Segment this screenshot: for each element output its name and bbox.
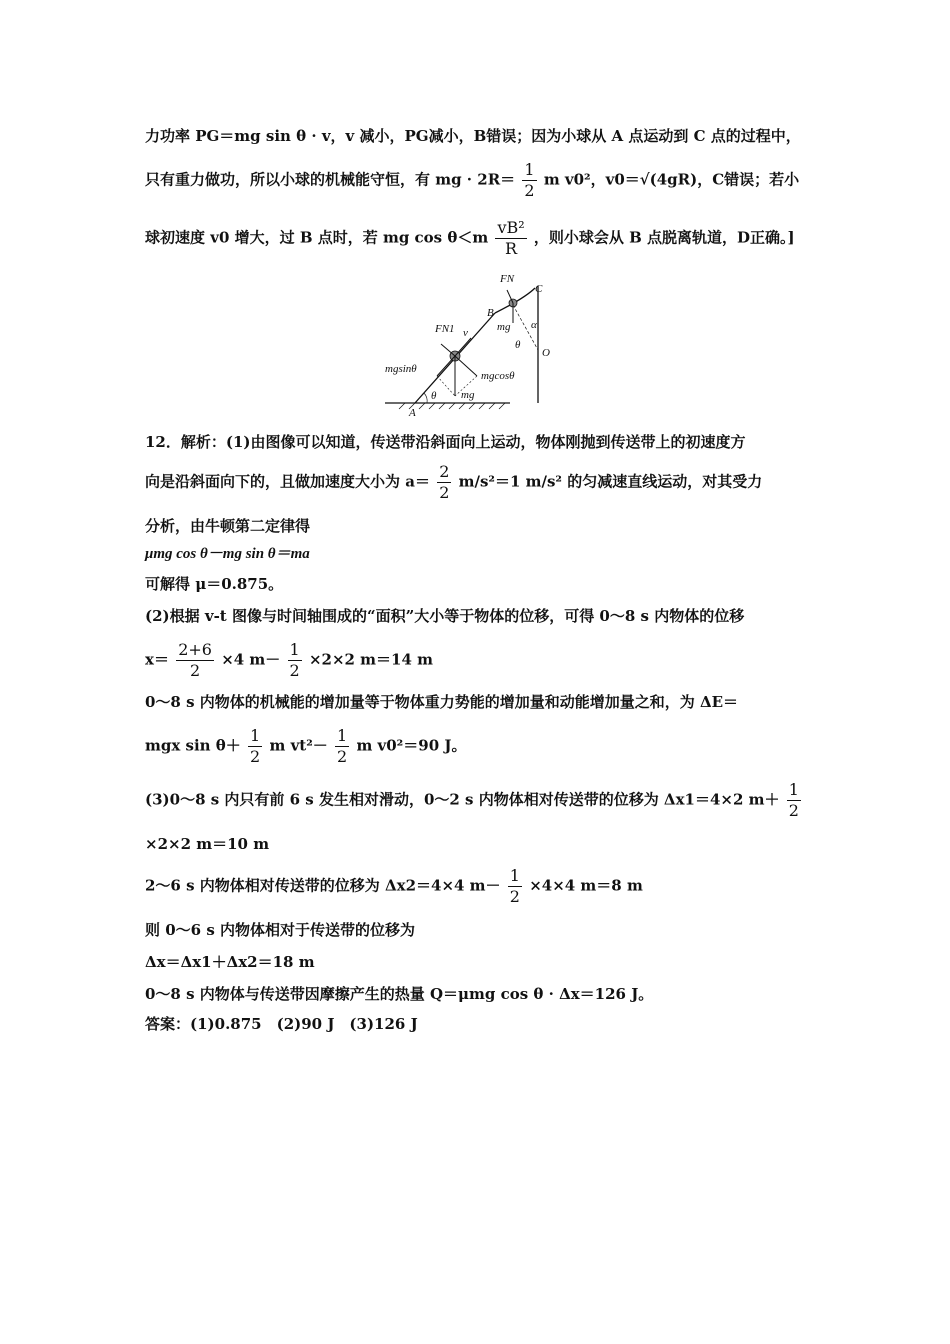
label-b: B [487,307,494,319]
numerator: 1 [524,160,535,179]
text-line-p3d: 则 0～6 s 内物体相对于传送带的位移为 [145,921,415,939]
denominator: 2 [439,483,450,502]
text-line-p3b: ×2×2 m＝10 m [145,835,270,853]
label-mgsin: mgsinθ [385,363,417,375]
fraction-half [335,726,349,767]
label-v: v [463,327,468,339]
text-line-p2d [145,726,466,767]
label-mgcos: mgcosθ [481,370,515,382]
physics-figure [385,268,550,419]
text-line-p3a [145,780,803,821]
label-theta-bottom: θ [431,390,437,402]
text-segment: mgx sin θ＋ [145,736,241,755]
text-segment: 向是沿斜面向下的，且做加速度大小为 a＝ [145,472,430,491]
text-line-p3c [145,866,643,907]
denominator: 2 [509,887,520,906]
text-segment: x＝ [145,650,169,669]
text-line-q12b [145,462,762,503]
text-segment: ×4×4 m＝8 m [529,876,643,895]
fraction-half [522,160,536,201]
text-line-p2a: (2)根据 v-t 图像与时间轴围成的“面积”大小等于物体的位移，可得 0～8 s 内物体的位移 [145,607,745,625]
text-segment: m v0²＝90 J。 [356,736,467,755]
denominator: 2 [524,181,535,200]
label-c: C [535,283,543,295]
label-a: A [409,407,416,419]
denominator: 2 [337,747,348,766]
text-segment: m vt²－ [269,736,328,755]
text-segment: ×2×2 m＝14 m [308,650,434,669]
numerator: 1 [337,726,348,745]
numerator: 1 [250,726,261,745]
theta-arc-bottom [424,393,427,403]
text-line-p2c: 0～8 s 内物体的机械能的增加量等于物体重力势能的增加量和动能增加量之和，为 ΔE＝ [145,693,739,711]
arrow-fn1 [441,344,455,356]
text-segment: m/s²＝1 m/s² 的匀减速直线运动，对其受力 [458,472,763,491]
text-line-eq2: 可解得 μ＝0.875。 [145,575,284,593]
numerator: 2+6 [178,640,212,659]
text-line-p3f: 0～8 s 内物体与传送带因摩擦产生的热量 Q＝μmg cos θ · Δx＝126 J。 [145,985,654,1003]
arrow-mgsin [437,356,455,376]
fraction-x [176,640,214,681]
numerator: 2 [439,462,450,481]
text-line-q12a: 12．解析：(1)由图像可以知道，传送带沿斜面向上运动，物体刚抛到传送带上的初速度方 [145,433,746,451]
text-line-2 [145,160,799,201]
text-line-1: 力功率 PG＝mg sin θ · v，v 减小，PG减小，B错误；因为小球从 A 点运动到 C 点的过程中， [145,127,801,145]
text-segment: 球初速度 v0 增大，过 B 点时，若 mg cos θ＜m [145,228,489,247]
label-fn: FN [500,273,515,285]
text-segment: 2～6 s 内物体相对传送带的位移为 Δx2＝4×4 m－ [145,876,501,895]
text-segment: 只有重力做功，所以小球的机械能守恒，有 mg · 2R＝ [145,170,516,189]
numerator: 1 [509,866,520,885]
label-o: O [542,347,550,359]
fraction-half [248,726,262,767]
denominator: R [505,239,518,258]
numerator: vB² [497,218,525,237]
label-fn1: FN1 [435,323,455,335]
denominator: 2 [250,747,261,766]
fraction-a [437,462,451,503]
numerator: 1 [788,780,799,799]
text-line-p3e: Δx＝Δx1＋Δx2＝18 m [145,953,315,971]
text-segment: ，则小球会从 B 点脱离轨道，D正确。] [533,228,795,247]
answer-line: 答案：(1)0.875 (2)90 J (3)126 J [145,1015,418,1033]
denominator: 2 [788,801,799,820]
fraction-vb-over-r [495,218,526,259]
text-segment: (3)0～8 s 内只有前 6 s 发生相对滑动，0～2 s 内物体相对传送带的位移为 Δx1＝4×2 m＋ [145,790,780,809]
fraction-half [787,780,801,821]
arrow-mgcos [455,356,477,376]
text-line-q12d: 分析，由牛顿第二定律得 [145,517,311,535]
component-dash-1 [437,376,455,396]
label-mg-top: mg [497,321,511,333]
denominator: 2 [289,661,300,680]
denominator: 2 [189,661,201,680]
text-segment: ×4 m－ [221,650,281,669]
text-line-p2b [145,640,433,681]
label-alpha: α [531,319,537,331]
text-line-3 [145,218,795,259]
fraction-half [288,640,302,681]
label-theta-top: θ [515,339,521,351]
text-segment: m v0²，v0＝√(4gR)，C错误；若小 [543,170,800,189]
fraction-half [508,866,522,907]
label-mg-bottom: mg [461,389,475,401]
numerator: 1 [289,640,300,659]
equation-1: μmg cos θ－mg sin θ＝ma [145,546,310,562]
arrow-v [455,338,471,356]
